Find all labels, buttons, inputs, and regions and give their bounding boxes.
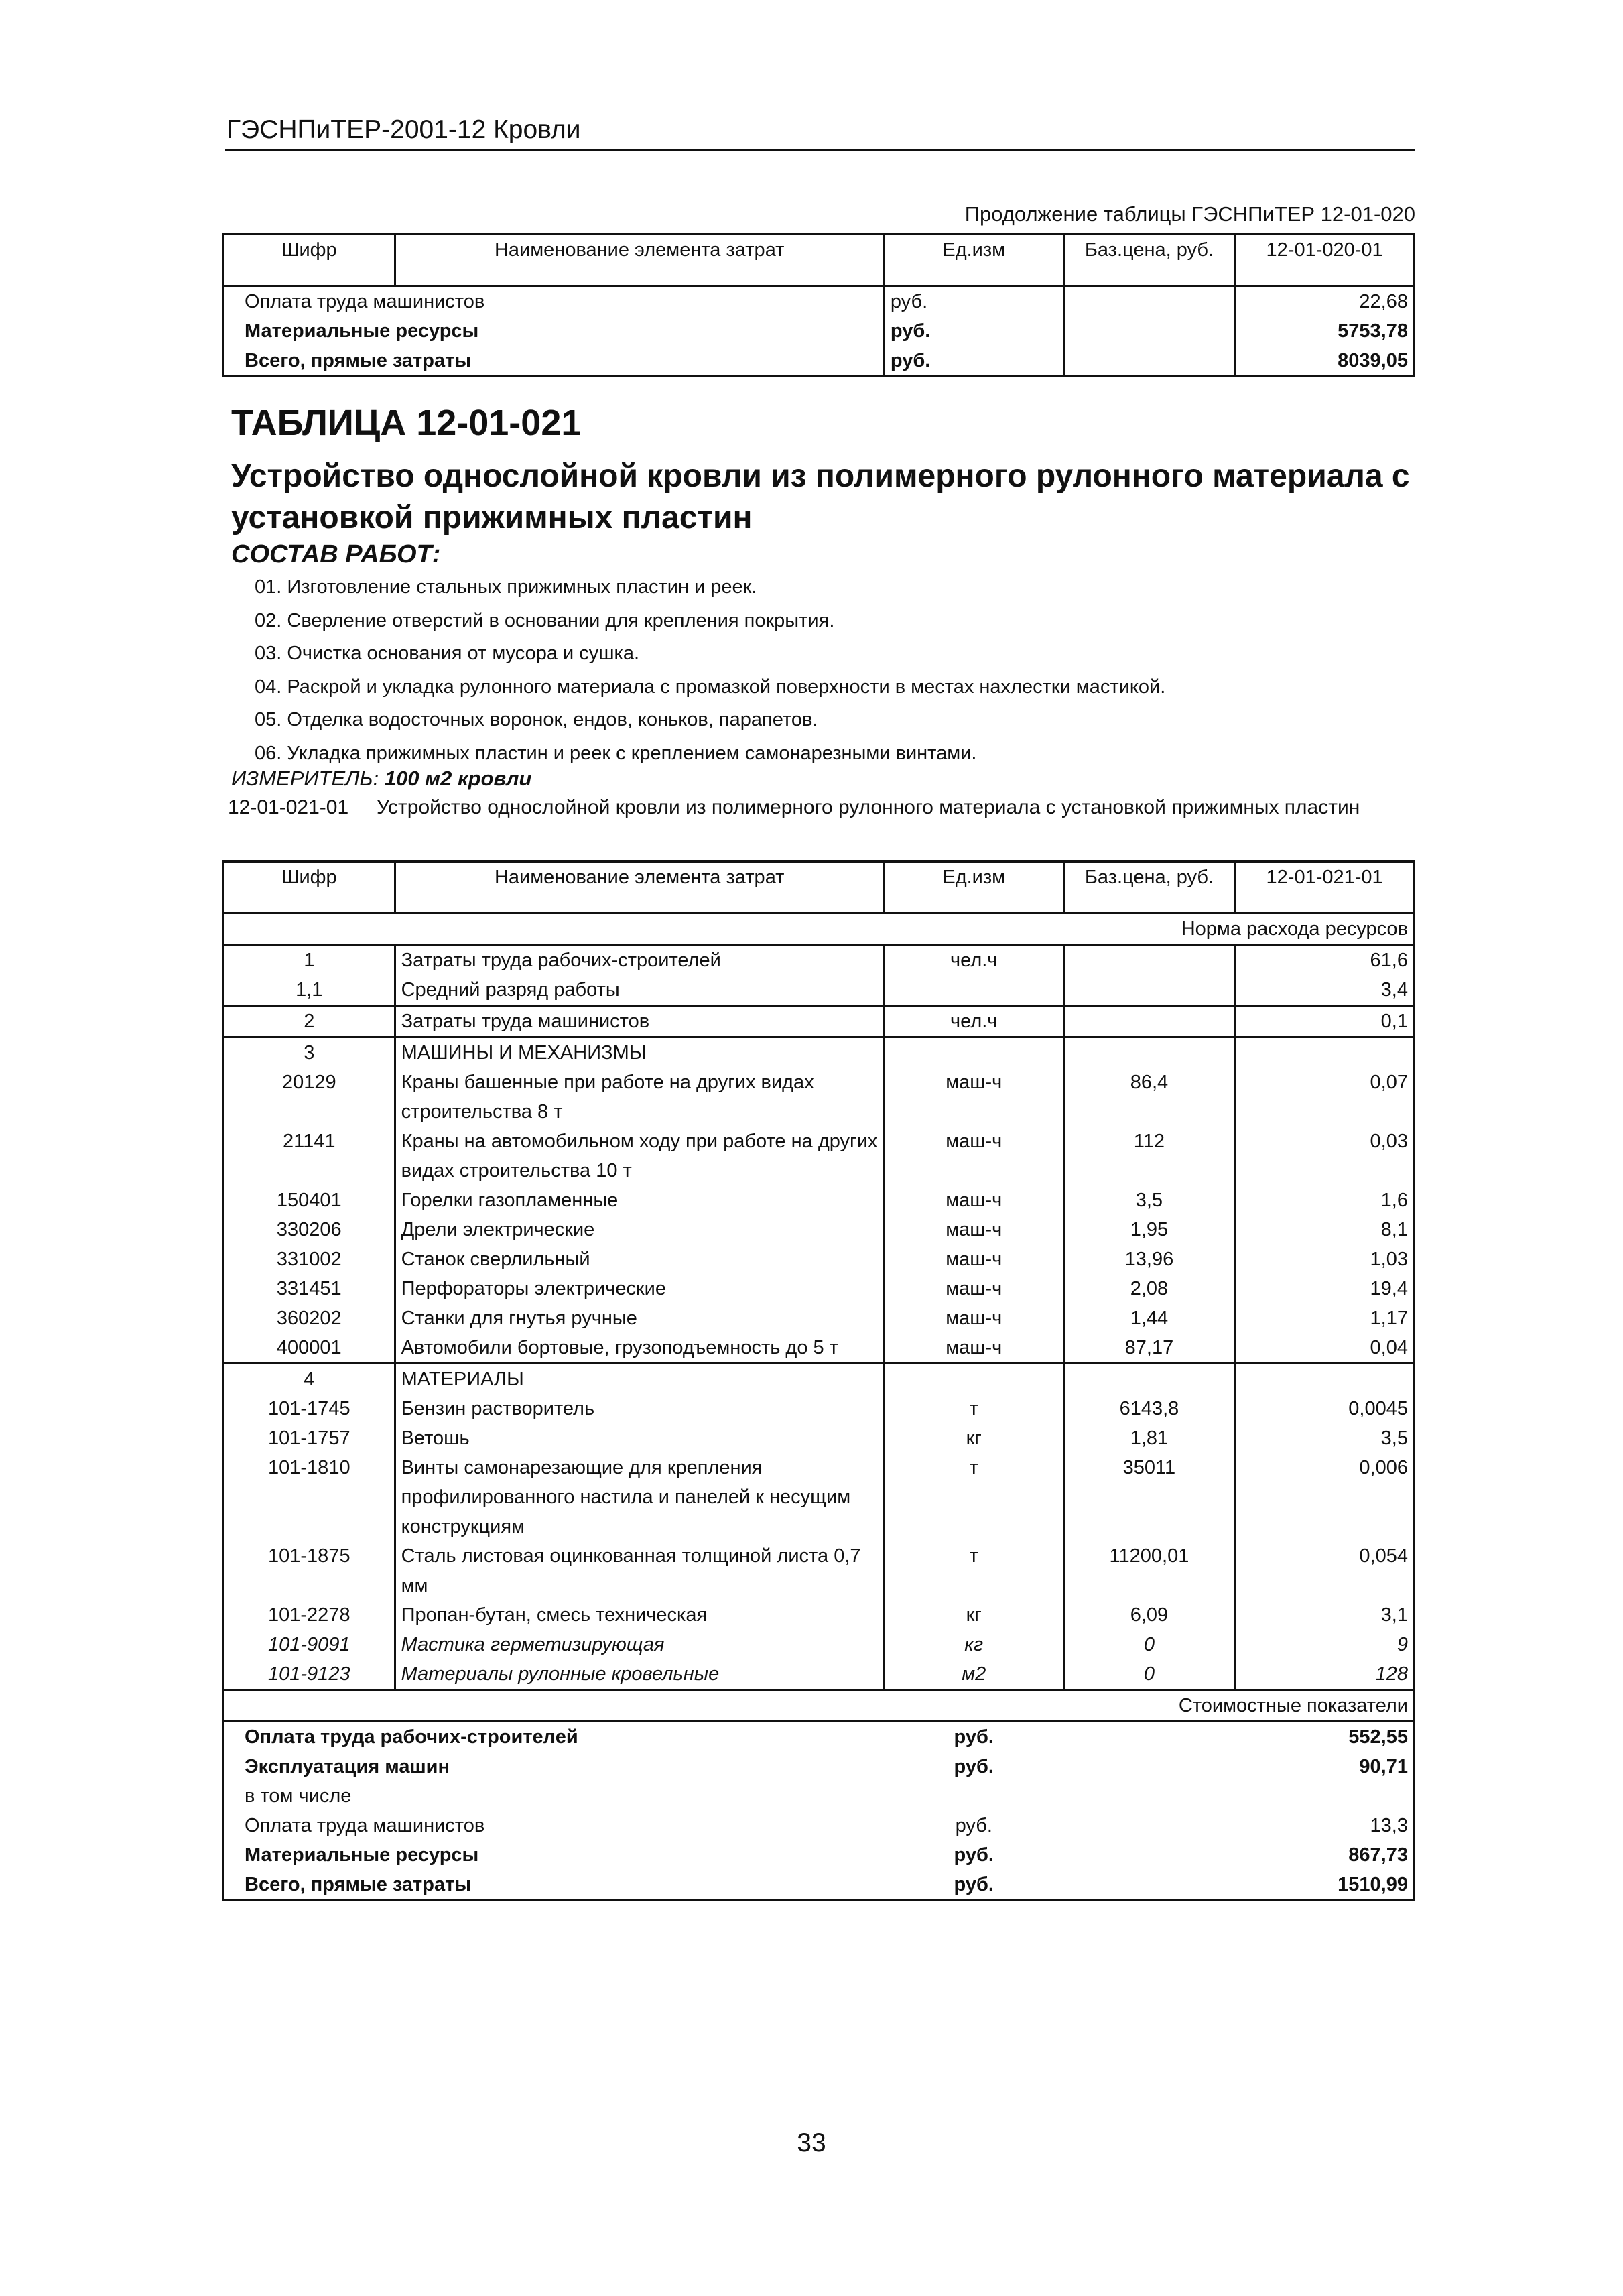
row-value: 128 [1235,1659,1415,1690]
cost-value: 8039,05 [1235,346,1415,377]
row-price: 2,08 [1063,1274,1235,1303]
work-item: 05. Отделка водосточных воронок, ендов, коньков, парапетов. [255,709,818,730]
table-header-row [224,235,1415,286]
row-value: 0,0045 [1235,1394,1415,1423]
table-row [224,1186,1415,1215]
norm-caption-row [224,913,1415,945]
table-row [224,1245,1415,1274]
work-item: 02. Сверление отверстий в основании для крепления покрытия. [255,609,835,631]
row-value: 9 [1235,1630,1415,1659]
row-name: Автомобили бортовые, грузоподъемность до 5 т [395,1333,884,1364]
row-value: 0,04 [1235,1333,1415,1364]
table-row [224,1274,1415,1303]
cost-row [224,1811,1415,1840]
table-row [224,286,1415,317]
table-row [224,1453,1415,1541]
cost-value: 1510,99 [1338,1874,1408,1895]
row-name: Станок сверлильный [395,1245,884,1274]
table-row [224,316,1415,346]
table-row [224,1659,1415,1690]
col-price: Баз.цена, руб. [1063,235,1235,286]
cost-caption: Стоимостные показатели [224,1690,1415,1722]
row-unit: маш-ч [884,1303,1063,1333]
row-unit: чел.ч [884,1006,1063,1037]
row-value: 1,6 [1235,1186,1415,1215]
running-header: ГЭСНПиТЕР-2001-12 Кровли [226,115,581,144]
row-code: 101-2278 [268,1604,350,1626]
col-name: Наименование элемента затрат [395,862,884,913]
row-code: 101-1745 [268,1398,350,1419]
row-name: Мастика герметизирующая [395,1630,884,1659]
row-unit: маш-ч [884,1068,1063,1127]
row-unit: маш-ч [884,1333,1063,1364]
col-name: Наименование элемента затрат [395,235,884,286]
table-row [224,1630,1415,1659]
col-price: Баз.цена, руб. [1063,862,1235,913]
cost-value: 90,71 [1359,1756,1408,1777]
page-number: 33 [797,2128,826,2157]
row-code: 2 [224,1006,395,1037]
work-item: 06. Укладка прижимных пластин и реек с креплением самонарезными винтами. [255,742,977,764]
cost-unit: руб. [955,1815,992,1836]
row-name: Перфораторы электрические [395,1274,884,1303]
row-price: 1,81 [1063,1423,1235,1453]
col-code: Шифр [224,862,395,913]
table-row [224,1423,1415,1453]
row-value: 8,1 [1235,1215,1415,1245]
cost-name: Эксплуатация машин [245,1756,450,1777]
row-price: 87,17 [1063,1333,1235,1364]
cost-caption-row [224,1690,1415,1722]
table-row [224,1215,1415,1245]
row-code: 1 [304,950,315,971]
row-code: 400001 [276,1337,342,1358]
section-code: 4 [224,1364,395,1395]
cost-name: Оплата труда машинистов [245,291,485,312]
row-code: 150401 [276,1190,342,1211]
work-list [255,571,1165,770]
cost-value: 867,73 [1348,1844,1408,1866]
table-header-row [224,862,1415,913]
continuation-caption: Продолжение таблицы ГЭСНПиТЕР 12-01-020 [964,202,1415,226]
row-unit: маш-ч [884,1245,1063,1274]
row-price: 1,44 [1063,1303,1235,1333]
row-value: 1,17 [1235,1303,1415,1333]
row-value: 0,07 [1235,1068,1415,1127]
section-row-materials [224,1364,1415,1395]
row-name: Материалы рулонные кровельные [395,1659,884,1690]
cost-unit: руб. [954,1874,994,1895]
row-code: 101-9091 [268,1634,350,1655]
row-price: 6143,8 [1063,1394,1235,1423]
row-code: 331451 [276,1278,342,1299]
col-unit: Ед.изм [884,862,1063,913]
cost-unit: руб. [884,346,1063,377]
item-line [228,796,1360,819]
table-row [224,1303,1415,1333]
cost-value: 22,68 [1235,286,1415,317]
row-unit: маш-ч [884,1215,1063,1245]
measure-line [231,767,532,791]
row-code: 331002 [276,1249,342,1270]
table-row [224,1006,1415,1037]
row-value: 0,03 [1235,1127,1415,1186]
row-price: 86,4 [1063,1068,1235,1127]
row-value: 19,4 [1235,1274,1415,1303]
row-price [1063,975,1235,1006]
row-unit: кг [884,1630,1063,1659]
cost-name: Всего, прямые затраты [245,1874,472,1895]
row-value: 3,5 [1235,1423,1415,1453]
item-code: 12-01-021-01 [228,796,349,818]
row-price: 3,5 [1063,1186,1235,1215]
work-item: 04. Раскрой и укладка рулонного материала с промазкой поверхности в местах нахлестки мастикой. [255,676,1166,698]
cost-unit: руб. [954,1756,994,1777]
row-code: 21141 [283,1131,336,1152]
cost-value [1235,1781,1415,1811]
row-code: 101-1757 [268,1427,350,1449]
row-code: 360202 [276,1308,342,1329]
row-unit: кг [884,1600,1063,1630]
row-price: 11200,01 [1063,1541,1235,1600]
row-value: 61,6 [1235,945,1415,976]
row-name: Винты самонарезающие для крепления профилированного настила и панелей к несущим конструкциям [395,1453,884,1541]
row-unit: кг [884,1423,1063,1453]
header-rule [225,149,1415,151]
table-row [224,1541,1415,1600]
row-unit: т [884,1394,1063,1423]
table-title: ТАБЛИЦА 12-01-021 [231,403,582,443]
cost-unit: руб. [884,286,1063,317]
row-name: Затраты труда рабочих-строителей [395,945,884,976]
row-unit: т [884,1453,1063,1541]
row-price: 0 [1063,1659,1235,1690]
table-subtitle: Устройство однослойной кровли из полимерного рулонного материала с установкой прижимных пластин [231,458,1410,535]
row-unit: маш-ч [884,1186,1063,1215]
cost-name: Оплата труда рабочих-строителей [245,1726,578,1748]
row-name: Средний разряд работы [395,975,884,1006]
section-title: МАТЕРИАЛЫ [395,1364,884,1395]
row-code: 20129 [281,1072,336,1093]
row-value: 3,1 [1235,1600,1415,1630]
row-code: 101-9123 [268,1663,350,1685]
cost-unit [884,1781,1063,1811]
row-name: Сталь листовая оцинкованная толщиной листа 0,7 мм [395,1541,884,1600]
table-row [224,1394,1415,1423]
section-code: 3 [304,1042,315,1064]
row-code: 330206 [276,1219,342,1240]
table-row [224,945,1415,976]
row-unit: маш-ч [884,1127,1063,1186]
row-name: Затраты труда машинистов [395,1006,884,1037]
row-value: 0,054 [1235,1541,1415,1600]
cost-value: 5753,78 [1235,316,1415,346]
table-row [224,975,1415,1006]
row-unit: м2 [884,1659,1063,1690]
cost-row [224,1870,1415,1901]
table-row [224,346,1415,377]
cost-name: в том числе [245,1785,352,1807]
row-name: Бензин растворитель [395,1394,884,1423]
row-name: Краны на автомобильном ходу при работе на других видах строительства 10 т [395,1127,884,1186]
row-value: 0,1 [1235,1006,1415,1037]
row-unit: чел.ч [884,945,1063,976]
col-code: Шифр [224,235,395,286]
row-unit: т [884,1541,1063,1600]
work-item: 01. Изготовление стальных прижимных пластин и реек. [255,576,757,598]
table-row [224,1600,1415,1630]
cost-unit: руб. [954,1726,994,1748]
row-price: 35011 [1063,1453,1235,1541]
row-unit: маш-ч [884,1274,1063,1303]
continuation-table [222,233,1415,377]
row-code: 101-1875 [268,1545,350,1567]
col-unit: Ед.изм [884,235,1063,286]
row-code: 101-1810 [268,1457,350,1478]
row-price: 0 [1063,1630,1235,1659]
row-name: Горелки газопламенные [395,1186,884,1215]
cost-name: Материальные ресурсы [245,1844,479,1866]
cost-row [224,1840,1415,1870]
cost-unit: руб. [954,1844,994,1866]
work-composition-heading: СОСТАВ РАБОТ: [231,540,441,568]
row-name: Пропан-бутан, смесь техническая [395,1600,884,1630]
cost-name: Оплата труда машинистов [245,1815,485,1836]
section-row-machines [224,1037,1415,1068]
table-row [224,1127,1415,1186]
work-item: 03. Очистка основания от мусора и сушка. [255,643,640,664]
cost-name: Всего, прямые затраты [245,350,472,371]
row-price [1063,1006,1235,1037]
row-code: 1,1 [224,975,395,1006]
row-name: Ветошь [395,1423,884,1453]
resource-table [222,860,1415,1901]
row-price: 6,09 [1063,1600,1235,1630]
row-price [1063,945,1235,976]
cost-name: Материальные ресурсы [245,320,479,342]
row-name: Дрели электрические [395,1215,884,1245]
cost-row [224,1722,1415,1752]
cost-unit: руб. [884,316,1063,346]
cost-value: 13,3 [1370,1815,1408,1836]
row-name: Станки для гнутья ручные [395,1303,884,1333]
row-value: 0,006 [1235,1453,1415,1541]
col-norm-code: 12-01-020-01 [1235,235,1415,286]
table-row [224,1068,1415,1127]
cost-row [224,1781,1415,1811]
item-name: Устройство однослойной кровли из полимерного рулонного материала с установкой прижимных пластин [377,796,1360,818]
table-row [224,1333,1415,1364]
measure-value: 100 м2 кровли [384,767,532,790]
col-norm-code: 12-01-021-01 [1235,862,1415,913]
row-price: 13,96 [1063,1245,1235,1274]
row-name: Краны башенные при работе на других видах строительства 8 т [395,1068,884,1127]
row-price: 112 [1063,1127,1235,1186]
measure-label: ИЗМЕРИТЕЛЬ: [231,767,379,790]
row-unit [884,975,1063,1006]
row-price: 1,95 [1063,1215,1235,1245]
row-value: 3,4 [1235,975,1415,1006]
row-value: 1,03 [1235,1245,1415,1274]
norm-caption: Норма расхода ресурсов [224,913,1415,945]
section-title: МАШИНЫ И МЕХАНИЗМЫ [395,1037,884,1068]
cost-value: 552,55 [1348,1726,1408,1748]
cost-row [224,1752,1415,1781]
